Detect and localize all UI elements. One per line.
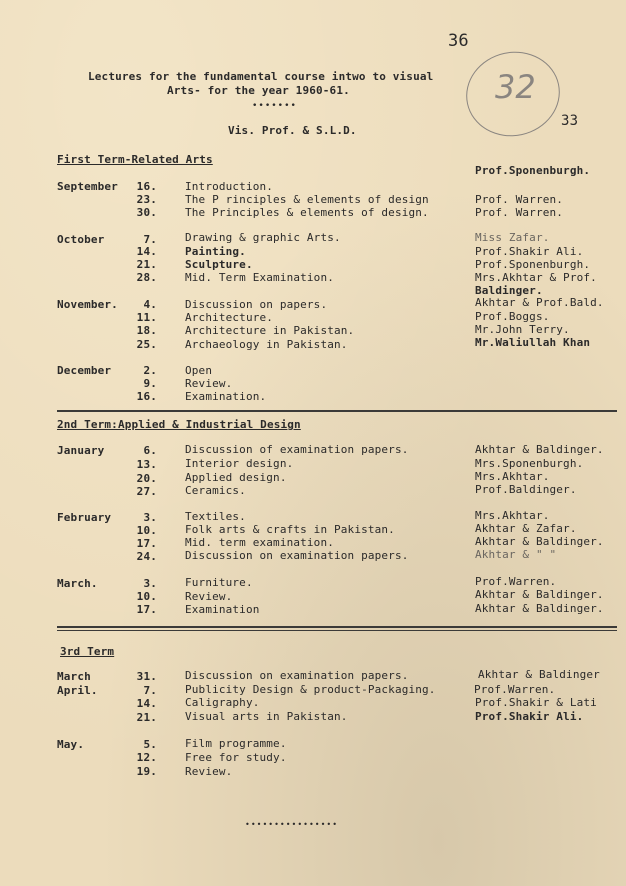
instructor: Prof.Baldinger.	[475, 483, 577, 496]
day: 3.	[143, 511, 157, 524]
title-line-1: Lectures for the fundamental course intwo to visual	[88, 70, 434, 83]
instructor: Mr.Waliullah Khan	[475, 336, 591, 349]
lecture: Discussion on papers.	[185, 298, 328, 311]
lecture: The Principles & elements of design.	[185, 206, 429, 219]
handwritten-number: 32	[495, 68, 536, 106]
lecture: Review.	[185, 765, 233, 778]
lecture: Folk arts & crafts in Pakistan.	[185, 523, 395, 536]
lecture: Interior design.	[185, 457, 294, 470]
day: 28.	[136, 271, 157, 284]
lecture: Discussion on examination papers.	[185, 549, 409, 562]
instructor: Akhtar & Baldinger	[478, 668, 600, 681]
day: 17.	[136, 603, 157, 616]
lecture: Textiles.	[185, 510, 246, 523]
month-march-third: March	[57, 670, 91, 683]
instructor: Miss Zafar.	[475, 231, 550, 244]
day: 18.	[136, 324, 157, 337]
instructor: Prof.Sponenburgh.	[475, 258, 591, 271]
instructor: Prof.Shakir & Lati	[475, 696, 597, 709]
day: 16.	[136, 390, 157, 403]
first-term-heading: First Term-Related Arts	[57, 153, 213, 166]
instructor: Prof. Warren.	[475, 206, 564, 219]
lecture: Mid. Term Examination.	[185, 271, 334, 284]
lecture: Furniture.	[185, 576, 253, 589]
instructor: Akhtar & Zafar.	[475, 522, 577, 535]
section-divider	[57, 626, 617, 628]
instructor: Prof.Boggs.	[475, 310, 550, 323]
instructor: Akhtar & Baldinger.	[475, 443, 604, 456]
day: 23.	[136, 193, 157, 206]
lecture: Examination.	[185, 390, 267, 403]
instructor: Prof.Shakir Ali.	[475, 245, 584, 258]
lecture: Discussion on examination papers.	[185, 669, 409, 682]
instructor: Akhtar & Baldinger.	[475, 535, 604, 548]
day: 9.	[143, 377, 157, 390]
month-april: April.	[57, 684, 98, 697]
first-term-head-instructor: Prof.Sponenburgh.	[475, 164, 591, 177]
day: 5.	[143, 738, 157, 751]
day: 12.	[136, 751, 157, 764]
lecture: Free for study.	[185, 751, 287, 764]
day: 21.	[136, 258, 157, 271]
day: 31.	[136, 670, 157, 683]
day: 10.	[136, 590, 157, 603]
footer-dots: ••••••••••••••••	[245, 820, 339, 829]
lecture: Applied design.	[185, 471, 287, 484]
day: 7.	[143, 233, 157, 246]
lecture: Sculpture.	[185, 258, 253, 271]
month-march: March.	[57, 577, 98, 590]
day: 21.	[136, 711, 157, 724]
day: 20.	[136, 472, 157, 485]
day: 19.	[136, 765, 157, 778]
lecture: Painting.	[185, 245, 246, 258]
stamp-number: 33	[561, 113, 579, 129]
section-divider	[57, 410, 617, 412]
lecture: Introduction.	[185, 180, 274, 193]
month-september: September	[57, 180, 118, 193]
lecture: Architecture.	[185, 311, 274, 324]
instructor: Prof.Shakir Ali.	[475, 710, 584, 723]
instructor: Akhtar & Prof.Bald.	[475, 296, 604, 309]
page-number: 36	[448, 31, 469, 51]
day: 14.	[136, 245, 157, 258]
day: 10.	[136, 524, 157, 537]
lecture: Archaeology in Pakistan.	[185, 338, 348, 351]
month-january: January	[57, 444, 105, 457]
day: 13.	[136, 458, 157, 471]
day: 3.	[143, 577, 157, 590]
lecture: Caligraphy.	[185, 696, 260, 709]
lecture: Review.	[185, 377, 233, 390]
day: 4.	[143, 298, 157, 311]
lecture: The P rinciples & elements of design	[185, 193, 429, 206]
title-stars: •••••••	[252, 101, 297, 111]
day: 14.	[136, 697, 157, 710]
lecture: Visual arts in Pakistan.	[185, 710, 348, 723]
lecture: Examination	[185, 603, 260, 616]
day: 25.	[136, 338, 157, 351]
month-october: October	[57, 233, 105, 246]
month-may: May.	[57, 738, 85, 751]
day: 24.	[136, 550, 157, 563]
instructor: Mr.John Terry.	[475, 323, 570, 336]
day: 11.	[136, 311, 157, 324]
title-line-2: Arts- for the year 1960-61.	[167, 84, 350, 97]
subtitle: Vis. Prof. & S.L.D.	[228, 124, 357, 137]
instructor: Akhtar & Baldinger.	[475, 588, 604, 601]
day: 7.	[143, 684, 157, 697]
instructor: Mrs.Sponenburgh.	[475, 457, 584, 470]
lecture: Review.	[185, 590, 233, 603]
instructor: Prof.Warren.	[474, 683, 556, 696]
lecture: Ceramics.	[185, 484, 246, 497]
day: 30.	[136, 206, 157, 219]
section-divider	[57, 630, 617, 631]
day: 16.	[136, 180, 157, 193]
lecture: Open	[185, 364, 213, 377]
second-term-heading: 2nd Term:Applied & Industrial Design	[57, 418, 301, 431]
instructor: Mrs.Akhtar & Prof.	[475, 271, 597, 284]
third-term-heading: 3rd Term	[60, 645, 115, 658]
instructor: Prof.Warren.	[475, 575, 557, 588]
instructor: Prof. Warren.	[475, 193, 564, 206]
instructor: Baldinger.	[475, 284, 543, 297]
instructor: Akhtar & Baldinger.	[475, 602, 604, 615]
lecture: Mid. term examination.	[185, 536, 334, 549]
day: 27.	[136, 485, 157, 498]
instructor: Mrs.Akhtar.	[475, 470, 550, 483]
month-february: February	[57, 511, 112, 524]
lecture: Drawing & graphic Arts.	[185, 231, 341, 244]
day: 6.	[143, 444, 157, 457]
lecture: Discussion of examination papers.	[185, 443, 409, 456]
month-december: December	[57, 364, 112, 377]
lecture: Publicity Design & product-Packaging.	[185, 683, 436, 696]
instructor: Akhtar & " "	[475, 548, 557, 561]
day: 2.	[143, 364, 157, 377]
day: 17.	[136, 537, 157, 550]
lecture: Architecture in Pakistan.	[185, 324, 355, 337]
lecture: Film programme.	[185, 737, 287, 750]
instructor: Mrs.Akhtar.	[475, 509, 550, 522]
month-november: November.	[57, 298, 118, 311]
